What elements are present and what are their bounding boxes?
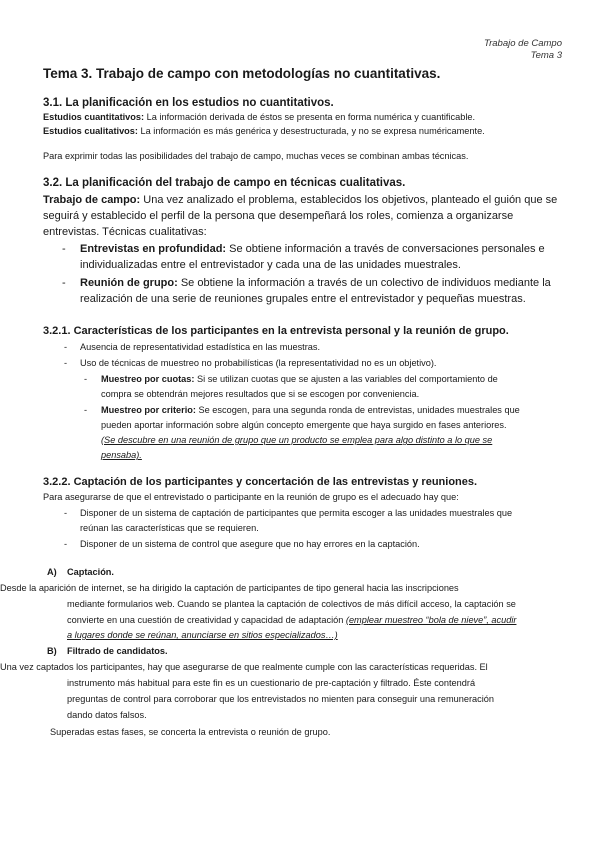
bullet-dash: - [64,539,68,549]
criterion-sampling-item [101,405,520,415]
non-probabilistic-item: Uso de técnicas de muestreo no probabilísticas (la representatividad no es un objetivo). [80,358,437,368]
capture-intro: Para asegurarse de que el entrevistado o participante en la reunión de grupo es el adecuado hay que: [43,492,459,502]
no-representativity-item: Ausencia de representatividad estadística en las muestras. [80,342,321,352]
quota-sampling-text: Si se utilizan cuotas que se ajusten a las variables del comportamiento de [196,374,498,384]
quota-sampling-label: Muestreo por cuotas: [101,374,195,384]
capture-system-line2: reúnan las características que se requieren. [80,523,259,533]
header-topic: Tema 3 [530,50,562,61]
part-a-line2: mediante formularios web. Cuando se plantea la captación de colectivos de más difícil acceso, la captación se [67,599,516,609]
part-b-line1: Una vez captados los participantes, hay que asegurarse de que realmente cumple con las características requeridas. El [0,662,488,672]
part-a-line1: Desde la aparición de internet, se ha dirigido la captación de participantes de tipo general hacia las inscripciones [0,583,459,593]
fieldwork-text: Una vez analizado el problema, establecidos los objetivos, planteado el guión que se [143,194,558,206]
criterion-sampling-text: Se escogen, para una segunda ronda de entrevistas, unidades muestrales que [198,405,520,415]
qualitative-text: La información es más genérica y desestructurada, y no se expresa numéricamente. [140,126,485,136]
quota-sampling-line2: compra se obtendrán mejores resultados que si se escogen por conveniencia. [101,389,420,399]
part-a-marker: A) [47,567,57,577]
bullet-dash: - [62,243,66,255]
part-a-example-start: (emplear muestreo “bola de nieve”, acudir [345,615,517,625]
quantitative-def [43,112,475,122]
section-3-1-heading: 3.1. La planificación en los estudios no cuantitativos. [43,97,334,109]
section-3-2-1-heading: 3.2.1. Características de los participantes en la entrevista personal y la reunión de grupo. [43,325,509,337]
group-meeting-text: Se obtiene la información a través de un colectivo de individuos mediante la [180,277,551,289]
criterion-sampling-label: Muestreo por criterio: [101,405,196,415]
qualitative-def [43,126,485,136]
bullet-dash: - [64,358,68,368]
criterion-example-line1: (Se descubre en una reunión de grupo que un producto se emplea para algo distinto a lo que se [101,435,493,445]
section-3-2-heading: 3.2. La planificación del trabajo de campo en técnicas cualitativas. [43,177,406,189]
depth-interview-line2: individualizadas entre el entrevistador y cada una de las unidades muestrales. [80,259,461,271]
combine-note: Para exprimir todas las posibilidades del trabajo de campo, muchas veces se combinan ambas técnicas. [43,151,469,161]
part-b-line4: dando datos falsos. [67,710,147,720]
bullet-dash: - [62,277,66,289]
depth-interview-text: Se obtiene información a través de conversaciones personales e [229,243,545,255]
fieldwork-intro-line1 [43,194,557,206]
part-b-line3: preguntas de control para corroborar que los entrevistados no mienten para conseguir una remuneración [67,694,494,704]
group-meeting-label: Reunión de grupo: [80,277,178,289]
part-a-line3-text: convierte en una cuestión de creatividad y capacidad de adaptación [67,615,344,625]
quantitative-label: Estudios cuantitativos: [43,112,145,122]
closing-note: Superadas estas fases, se concerta la entrevista o reunión de grupo. [50,727,331,737]
bullet-dash: - [64,508,68,518]
bullet-dash: - [84,374,88,384]
part-b-line2: instrumento más habitual para este fin es un cuestionario de pre-captación y filtrado. Éste contendrá [67,678,476,688]
quota-sampling-item [101,374,498,384]
section-3-2-2-heading: 3.2.2. Captación de los participantes y concertación de las entrevistas y reuniones. [43,476,478,488]
bullet-dash: - [84,405,88,415]
fieldwork-intro-line2: seguirá y establecido el perfil de la persona que desempeñará los roles, comienza a organizarse [43,210,514,222]
page-title: Tema 3. Trabajo de campo con metodologías no cuantitativas. [43,66,441,81]
part-a-example-end: a lugares donde se reúnan, anunciarse en sitios especializados…) [67,630,338,640]
running-header [484,38,562,62]
bullet-dash: - [64,342,68,352]
depth-interview-item [80,243,545,255]
header-course: Trabajo de Campo [484,38,562,49]
fieldwork-label: Trabajo de campo: [43,194,141,206]
part-a-line3 [67,615,516,625]
control-system-item: Disponer de un sistema de control que asegure que no hay errores en la captación. [80,539,420,549]
part-b-heading: Filtrado de candidatos. [67,646,168,656]
capture-system-item: Disponer de un sistema de captación de participantes que permita escoger a las unidades muestrales que [80,508,513,518]
depth-interview-label: Entrevistas en profundidad: [80,243,227,255]
group-meeting-line2: realización de una serie de reuniones grupales entre el entrevistador y pequeñas muestras. [80,293,526,305]
criterion-sampling-line2: pueden aportar información sobre algún concepto emergente que haya surgido en fases anteriores. [101,420,507,430]
qualitative-label: Estudios cualitativos: [43,126,138,136]
group-meeting-item [80,277,551,289]
criterion-example-line2: pensaba). [101,450,142,460]
part-b-marker: B) [47,646,57,656]
part-a-heading: Captación. [67,567,114,577]
quantitative-text: La información derivada de éstos se presenta en forma numérica y cuantificable. [146,112,476,122]
fieldwork-intro-line3: entrevistas. Técnicas cualitativas: [43,226,207,238]
